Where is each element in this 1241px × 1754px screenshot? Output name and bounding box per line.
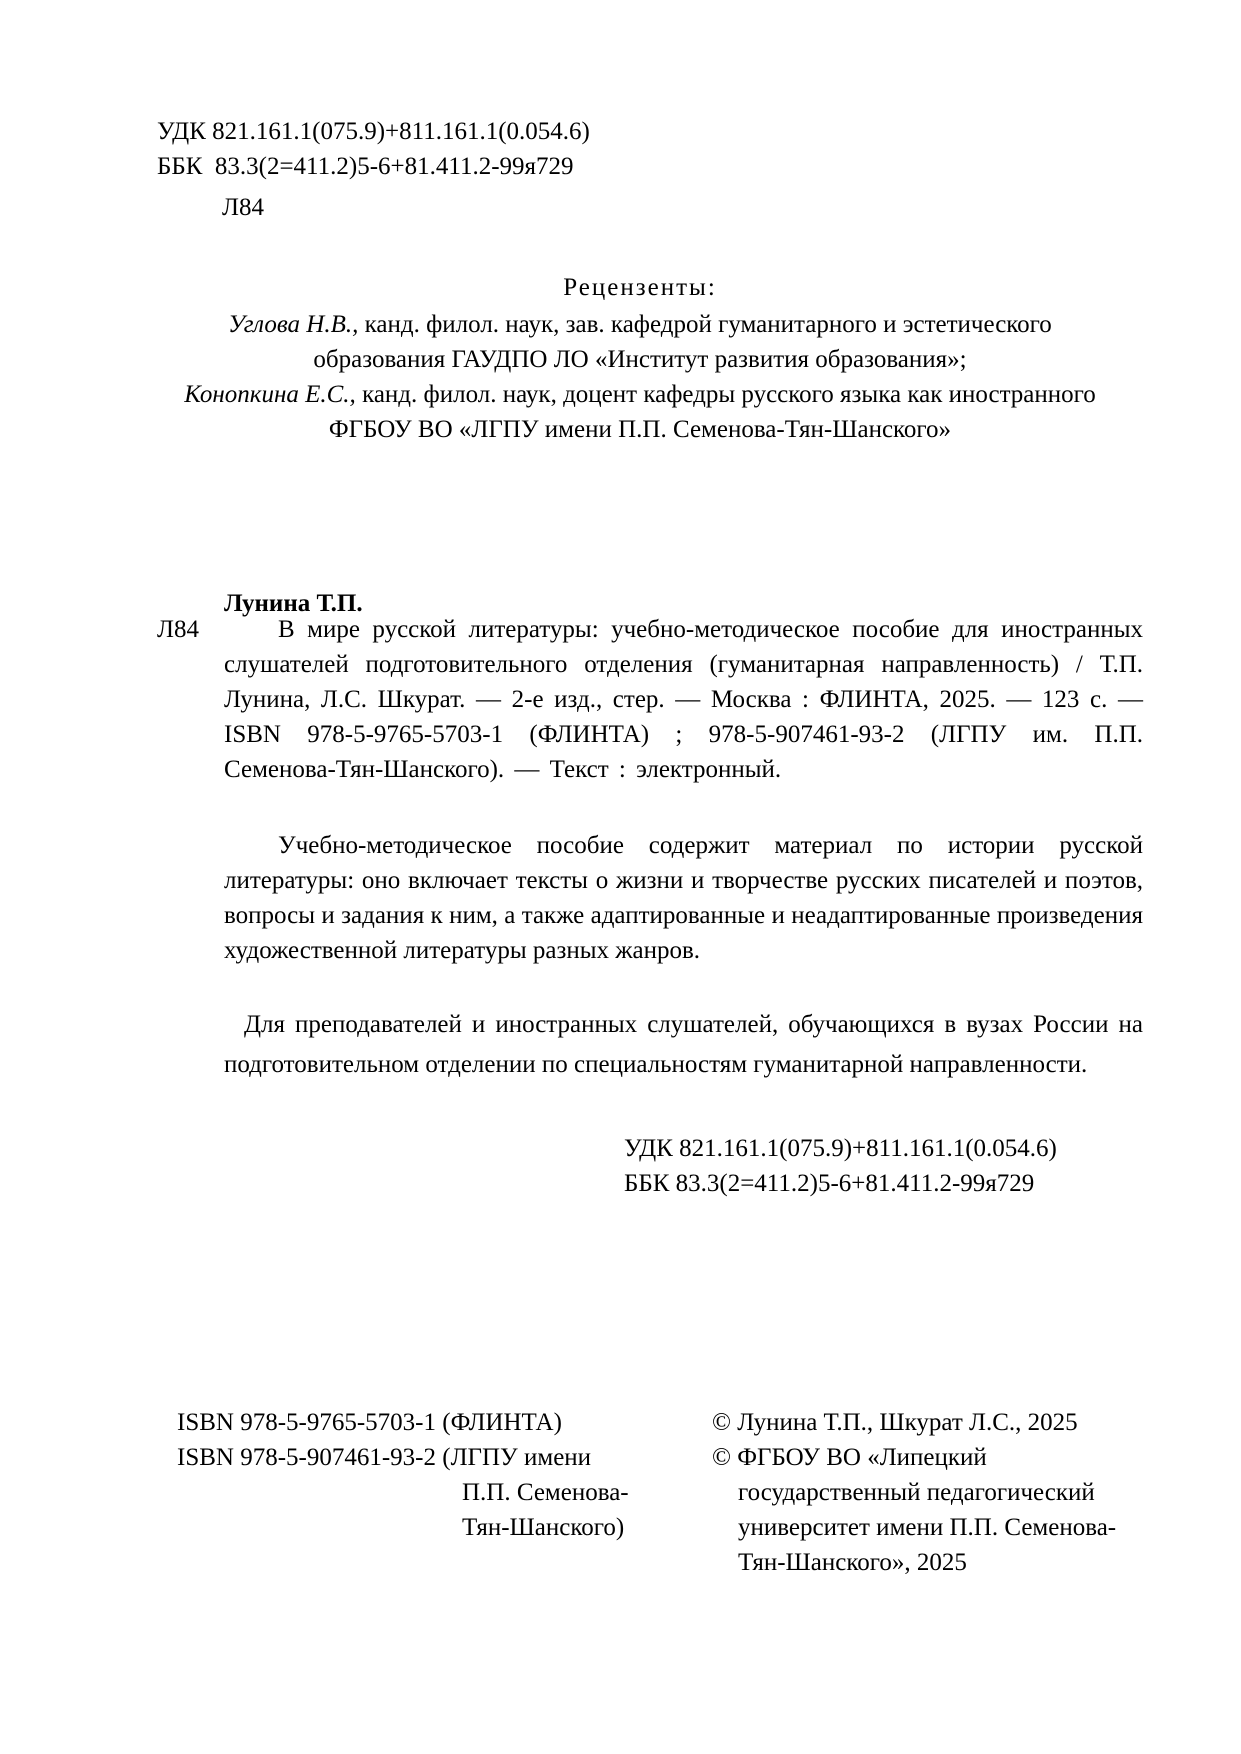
record-description: В мире русской литературы: учебно-методическое пособие для иностранных слушателей подготовительного отделения (гуманитарная направленность) / Т.П. Лунина, Л.С. Шкурат. — 2-е изд., стер. — Москва : ФЛИНТА, 2025. — 123 с. — ISBN 978-5-9765-5703-1 (ФЛИНТА) ; 978-5-907461-93-2 (ЛГПУ им. П.П. Семенова-Тян-Шанского). — Текст : электронный. xyxy=(224,616,1143,783)
copyright-block xyxy=(712,1405,1152,1580)
reviewer-2 xyxy=(140,377,1140,412)
reviewer-1-org: образования ГАУДПО ЛО «Институт развития образования»; xyxy=(313,346,967,373)
isbn-lgpu-cont: П.П. Семенова- xyxy=(462,1479,629,1506)
isbn-block xyxy=(177,1405,637,1545)
copyright-authors: © Лунина Т.П., Шкурат Л.С., 2025 xyxy=(712,1409,1078,1436)
record-audience: Для преподавателей и иностранных слушателей, обучающихся в вузах России на подготовительном отделении по специальностям гуманитарной направленности. xyxy=(224,1011,1143,1078)
isbn-flinta: ISBN 978-5-9765-5703-1 (ФЛИНТА) xyxy=(177,1409,562,1436)
reviewer-1-name: Углова Н.В., xyxy=(228,311,359,338)
author-mark: Л84 xyxy=(222,194,264,221)
record-abstract: Учебно-методическое пособие содержит материал по истории русской литературы: оно включает тексты о жизни и творчестве русских писателей и поэтов, вопросы и задания к ним, а также адаптированные и неадаптированные произведения художественной литературы разных жанров. xyxy=(224,832,1143,964)
copyright-university-cont: государственный педагогический университет имени П.П. Семенова-Тян-Шанского», 2025 xyxy=(738,1479,1117,1576)
copyright-university: © ФГБОУ ВО «Липецкий xyxy=(712,1444,987,1471)
reviewer-2-title: канд. филол. наук, доцент кафедры русского языка как иностранного xyxy=(355,381,1096,408)
record-udk: УДК 821.161.1(075.9)+811.161.1(0.054.6) xyxy=(624,1135,1057,1162)
udk-code: УДК 821.161.1(075.9)+811.161.1(0.054.6) xyxy=(157,118,590,145)
header-codes xyxy=(157,114,590,225)
record-bbk: ББК 83.3(2=411.2)5-6+81.411.2-99я729 xyxy=(624,1170,1035,1197)
reviewer-2-name: Конопкина Е.С., xyxy=(184,381,356,408)
isbn-lgpu: ISBN 978-5-907461-93-2 (ЛГПУ имени xyxy=(177,1444,592,1471)
record-classification xyxy=(624,1131,1057,1201)
reviewer-1 xyxy=(140,307,1140,342)
reviewers-heading: Рецензенты: xyxy=(563,274,717,301)
reviewer-1-title: канд. филол. наук, зав. кафедрой гуманитарного и эстетического xyxy=(358,311,1052,338)
reviewers-block xyxy=(140,270,1140,447)
reviewer-2-org: ФГБОУ ВО «ЛГПУ имени П.П. Семенова-Тян-Шанского» xyxy=(328,416,952,443)
isbn-lgpu-cont2: Тян-Шанского) xyxy=(462,1514,625,1541)
record-author: Лунина Т.П. xyxy=(224,590,363,617)
record-mark: Л84 xyxy=(157,616,199,643)
bbk-code: ББК 83.3(2=411.2)5-6+81.411.2-99я729 xyxy=(157,153,574,180)
